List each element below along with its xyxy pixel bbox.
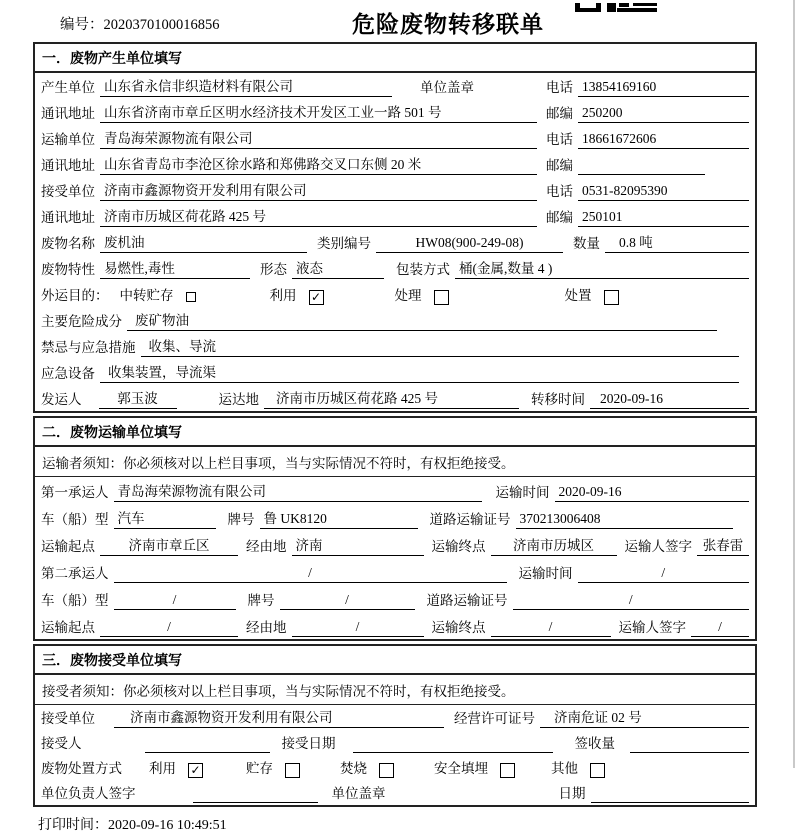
vehicle-type-label: 车（船）型 [41,593,109,608]
phone-value: 13854169160 [578,77,749,97]
first-carrier-label: 第一承运人 [41,485,109,500]
producer-address-row [35,99,755,125]
transport-time-value: 2020-09-16 [555,482,750,502]
checkbox-other [590,763,605,778]
zip-value: 250200 [578,103,749,123]
checkbox-utilize: ✓ [188,763,203,778]
accept-unit-value: 济南市鑫源物资开发利用有限公司 [114,708,444,728]
character-value: 易燃性,毒性 [100,259,250,279]
zip-label: 邮编 [546,106,573,121]
origin-label: 运输起点 [41,539,95,554]
checkbox-dispose [604,290,619,305]
taboo-value: 收集、导流 [141,337,740,357]
waste-name-value: 废机油 [100,233,307,253]
chief-sign-value [193,784,318,803]
plate-value: 鲁 UK8120 [260,509,418,529]
via-value: / [292,617,424,637]
zip-label: 邮编 [546,210,573,225]
disposal-option-landfill [434,759,515,778]
category-label: 类别编号 [317,236,371,251]
packing-value: 桶(金属,数量 4 ) [455,259,749,279]
seal-label: 单位盖章 [420,80,474,95]
shipper-value: 郭玉波 [99,389,177,409]
address-label: 通讯地址 [41,210,95,225]
plate-label: 牌号 [247,593,275,608]
license-value: 济南危证 02 号 [540,708,749,728]
received-qty-value [630,734,749,753]
phone-label: 电话 [546,132,573,147]
category-value: HW08(900-249-08) [376,233,563,253]
destination-value: 济南市历城区荷花路 425 号 [264,389,519,409]
transfer-date-value: 2020-09-16 [590,389,749,409]
via-label: 经由地 [246,539,287,554]
via-value: 济南 [292,536,424,556]
transport-time-value: / [578,563,750,583]
equipment-value: 收集装置，导流渠 [100,363,739,383]
endpoint-value: 济南市历城区 [491,536,617,556]
destination-label: 运达地 [218,392,259,407]
vehicle-row-1 [35,504,755,531]
date-value [591,784,750,803]
transport-time-label: 运输时间 [518,566,573,581]
accept-date-value [353,734,553,753]
checkbox-incinerate [379,763,394,778]
shipper-row [35,385,755,411]
equipment-label: 应急设备 [41,366,95,381]
producer-label: 产生单位 [41,80,95,95]
carrier-sign-value: / [691,617,749,637]
document-header [0,0,796,42]
taboo-label: 禁忌与应急措施 [41,340,136,355]
transfer-date-label: 转移时间 [531,392,585,407]
option-label: 焚烧 [340,761,367,776]
checkbox-transfer-storage [186,292,196,302]
checkbox-storage [285,763,300,778]
accept-date-label: 接受日期 [281,736,336,751]
quantity-label: 数量 [573,236,600,251]
origin-label: 运输起点 [41,620,95,635]
purpose-option-transfer-storage [120,286,270,305]
first-carrier-row [35,477,755,504]
waste-name-label: 废物名称 [41,236,95,251]
disposal-option-other [551,759,605,778]
plate-value: / [280,590,415,610]
carrier-sign-value: 张春雷 [697,536,749,556]
transporter-value: 青岛海荣源物流有限公司 [100,129,537,149]
quantity-value: 0.8 吨 [605,233,749,253]
option-label: 安全填埋 [434,761,488,776]
route-row-1 [35,531,755,558]
road-permit-value: 370213006408 [516,509,734,529]
taboo-row [35,333,755,359]
acceptor-value [145,734,270,753]
address-value: 济南市历城区荷花路 425 号 [100,207,537,227]
page-title: 危险废物转移联单 [352,11,544,37]
received-qty-label: 签收量 [574,736,615,751]
zip-value [578,156,705,175]
address-value: 山东省济南市章丘区明水经济技术开发区工业一路 501 号 [100,103,537,123]
option-label: 处置 [564,288,592,303]
carrier-sign-label: 运输人签字 [618,620,686,635]
carrier-sign-label: 运输人签字 [624,539,692,554]
vehicle-type-value: 汽车 [114,509,216,529]
receiver-value: 济南市鑫源物资开发利用有限公司 [100,181,537,201]
hazard-label: 主要危险成分 [41,314,122,329]
accept-unit-label: 接受单位 [41,711,95,726]
producer-value: 山东省永信非织造材料有限公司 [100,77,392,97]
shipper-label: 发运人 [41,392,82,407]
receiver-address-row [35,203,755,229]
checkbox-utilize: ✓ [309,290,324,305]
origin-value: / [100,617,238,637]
endpoint-label: 运输终点 [431,620,486,635]
origin-value: 济南市章丘区 [100,536,238,556]
phone-value: 0531-82095390 [578,181,749,201]
transporter-row [35,125,755,151]
zip-label: 邮编 [546,158,573,173]
vehicle-type-label: 车（船）型 [41,512,109,527]
via-label: 经由地 [246,620,287,635]
section-producer [33,42,757,413]
character-label: 废物特性 [41,262,95,277]
chief-sign-row [35,780,755,805]
section-producer-title: 一．废物产生单位填写 [35,44,755,73]
purpose-label: 外运目的： [41,288,109,303]
address-label: 通讯地址 [41,106,95,121]
disposal-option-incinerate [340,759,394,778]
endpoint-value: / [491,617,611,637]
serial-value: 2020370100016856 [103,17,220,33]
zip-value: 250101 [578,207,749,227]
road-permit-label: 道路运输证号 [429,512,511,527]
purpose-option-dispose [565,286,619,305]
option-label: 利用 [269,288,297,303]
option-label: 其他 [551,761,578,776]
acceptor-row [35,730,755,755]
acceptor-label: 接受人 [41,736,82,751]
purpose-option-utilize [270,286,395,305]
transport-time-label: 运输时间 [495,485,550,500]
purpose-row [35,281,755,307]
option-label: 中转贮存 [119,288,174,303]
section-receiver [33,644,757,807]
disposal-method-label: 废物处置方式 [41,761,122,776]
second-carrier-row [35,558,755,585]
serial-number [60,13,220,34]
print-time-value: 2020-09-16 10:49:51 [108,818,227,833]
unit-seal-label: 单位盖章 [331,786,386,801]
option-label: 利用 [149,761,176,776]
license-label: 经营许可证号 [454,711,535,726]
print-time-label: 打印时间： [38,818,108,833]
receiver-row [35,177,755,203]
receiver-label: 接受单位 [41,184,95,199]
section-receiver-title: 三．废物接受单位填写 [35,646,755,675]
endpoint-label: 运输终点 [431,539,486,554]
hazard-row [35,307,755,333]
page-edge [793,0,795,768]
road-permit-value: / [513,590,750,610]
form-value: 液态 [292,259,384,279]
chief-sign-label: 单位负责人签字 [41,786,136,801]
purpose-option-treat [395,286,565,305]
section-transporter [33,416,757,641]
checkbox-treat [434,290,449,305]
road-permit-label: 道路运输证号 [426,593,508,608]
qr-code-icon [575,0,657,18]
first-carrier-value: 青岛海荣源物流有限公司 [114,482,482,502]
hazard-value: 废矿物油 [127,311,717,331]
route-row-2 [35,612,755,639]
waste-name-row [35,229,755,255]
transporter-label: 运输单位 [41,132,95,147]
print-time [38,814,796,834]
vehicle-type-value: / [114,590,236,610]
disposal-option-utilize [149,759,203,778]
checkbox-landfill [500,763,515,778]
second-carrier-value: / [114,563,507,583]
option-label: 贮存 [246,761,273,776]
transporter-notice: 运输者须知：你必须核对以上栏目事项，当与实际情况不符时，有权拒绝接受。 [35,447,755,477]
vehicle-row-2 [35,585,755,612]
section-transporter-title: 二．废物运输单位填写 [35,418,755,447]
option-label: 处理 [394,288,422,303]
date-label: 日期 [558,786,586,801]
phone-label: 电话 [546,80,573,95]
address-value: 山东省青岛市李沧区徐水路和郑佛路交叉口东侧 20 米 [100,155,537,175]
accept-unit-row [35,705,755,730]
receiver-notice: 接受者须知：你必须核对以上栏目事项，当与实际情况不符时，有权拒绝接受。 [35,675,755,705]
disposal-option-storage [246,759,300,778]
producer-row [35,73,755,99]
transporter-address-row [35,151,755,177]
second-carrier-label: 第二承运人 [41,566,109,581]
address-label: 通讯地址 [41,158,95,173]
serial-label: 编号： [60,17,104,33]
waste-character-row [35,255,755,281]
equipment-row [35,359,755,385]
form-label: 形态 [260,262,287,277]
packing-label: 包装方式 [396,262,450,277]
phone-value: 18661672606 [578,129,749,149]
plate-label: 牌号 [227,512,255,527]
phone-label: 电话 [546,184,573,199]
